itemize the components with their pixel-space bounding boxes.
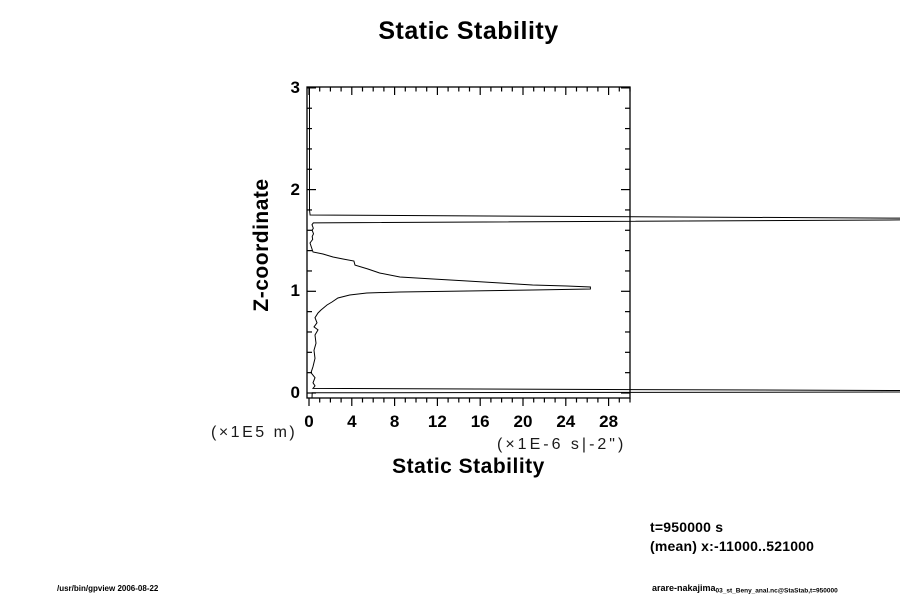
y-tick-label: 1	[290, 281, 300, 301]
annotation-time: t=950000 s	[650, 519, 724, 535]
y-ticks	[307, 88, 630, 393]
annotation-block	[650, 518, 814, 556]
footer-source-detail: 03_st_Beny_anal.nc@StaStab,t=950000	[715, 587, 838, 595]
x-tick-label: 28	[599, 412, 619, 431]
y-tick-label: 0	[290, 383, 300, 402]
x-tick-label: 4	[347, 412, 357, 431]
x-tick-label: 20	[513, 412, 533, 431]
x-ticks	[309, 87, 630, 406]
y-axis-label: Z-coordinate	[250, 178, 273, 312]
plot-frame	[307, 87, 630, 398]
chart-title: Static Stability	[378, 17, 559, 45]
x-tick-label: 0	[304, 412, 314, 431]
x-tick-label: 16	[470, 412, 490, 431]
x-tick-label: 12	[427, 412, 447, 431]
x-tick-label: 8	[389, 412, 400, 431]
footer-program-version: /usr/bin/gpview 2006-08-22	[57, 584, 159, 593]
chart-bottom-title: Static Stability	[392, 455, 545, 478]
x-axis-unit-label: (×1E-6 s|-2")	[497, 436, 627, 453]
footer-source-file	[652, 583, 838, 593]
footer-source-name: arare-nakajima	[652, 583, 716, 593]
profile-curve	[310, 88, 900, 398]
y-tick-label: 2	[290, 179, 300, 199]
x-tick-label: 24	[556, 412, 576, 431]
y-axis-unit-label: (×1E5 m)	[211, 424, 298, 441]
y-tick-label: 3	[290, 77, 300, 97]
annotation-mean-range: (mean) x:-11000..521000	[650, 538, 815, 554]
